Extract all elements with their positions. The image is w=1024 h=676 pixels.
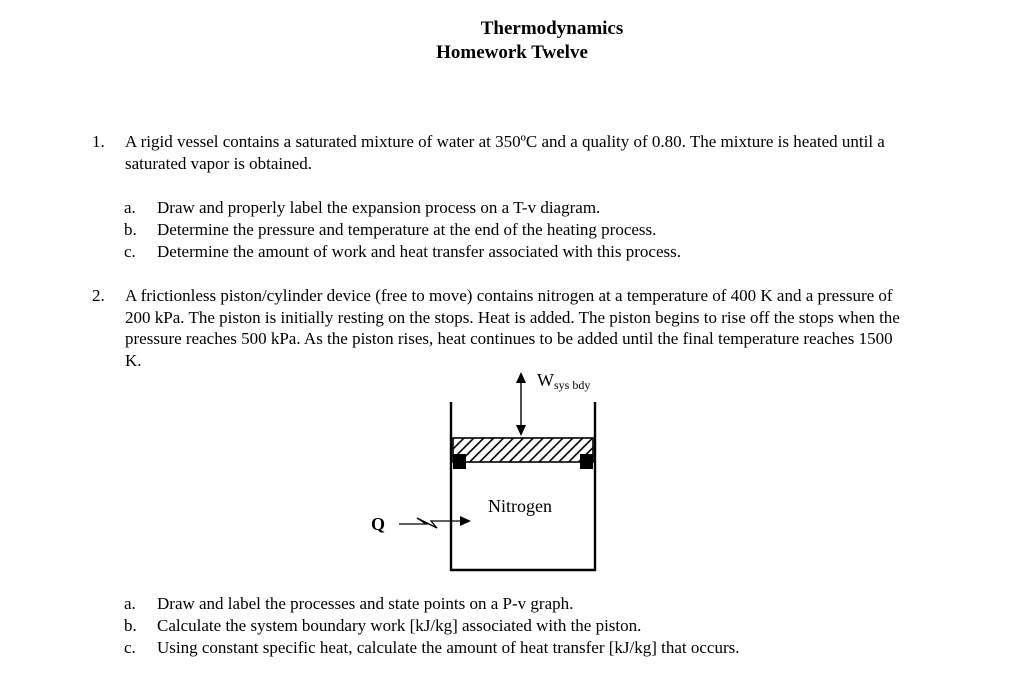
- problem-1-number: 1.: [92, 132, 105, 151]
- problem-2-parts: [124, 593, 944, 659]
- work-subscript: sys bdy: [554, 378, 591, 392]
- part-letter: c.: [124, 242, 136, 261]
- part-text: Determine the amount of work and heat transfer associated with this process.: [157, 242, 682, 261]
- part-text: Using constant specific heat, calculate the amount of heat transfer [kJ/kg] that occurs.: [157, 638, 740, 657]
- piston: [453, 438, 593, 462]
- work-label: [537, 370, 590, 392]
- document-title: Thermodynamics: [480, 18, 624, 39]
- list-item: [124, 637, 944, 659]
- part-letter: a.: [124, 594, 136, 613]
- list-item: [124, 593, 944, 615]
- part-text: Draw and properly label the expansion process on a T-v diagram.: [157, 198, 601, 217]
- part-letter: c.: [124, 638, 136, 657]
- left-stop: [453, 454, 466, 469]
- problem-2-text: A frictionless piston/cylinder device (free to move) contains nitrogen at a temperature of 400 K and a pressure of 200 kPa. The piston is initially resting on the stops. Heat is added. The piston begins to rise off the stops when the pressure reaches 500 kPa. As the piston rises, heat continues to be added until the final temperature reaches 1500 K.: [125, 286, 900, 370]
- problem-2-number: 2.: [92, 286, 105, 305]
- document-subtitle: Homework Twelve: [436, 42, 588, 63]
- heat-arrow: [399, 516, 471, 528]
- part-text: Draw and label the processes and state points on a P-v graph.: [157, 594, 574, 613]
- work-symbol: W: [537, 370, 554, 390]
- part-text: Calculate the system boundary work [kJ/kg] associated with the piston.: [157, 616, 642, 635]
- part-text: Determine the pressure and temperature at the end of the heating process.: [157, 220, 657, 239]
- part-letter: b.: [124, 220, 137, 239]
- part-letter: b.: [124, 616, 137, 635]
- heat-label: Q: [371, 514, 386, 534]
- nitrogen-label: Nitrogen: [488, 496, 552, 516]
- work-arrow: [516, 372, 526, 436]
- list-item: [124, 615, 944, 637]
- right-stop: [580, 454, 593, 469]
- part-letter: a.: [124, 198, 136, 217]
- problem-1-text: A rigid vessel contains a saturated mixture of water at 350ºC and a quality of 0.80. The mixture is heated until a saturated vapor is obtained.: [125, 132, 885, 173]
